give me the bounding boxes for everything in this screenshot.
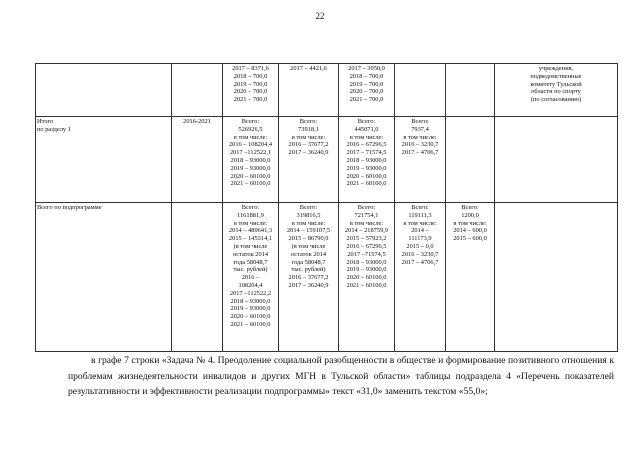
cell-line: Всего:	[299, 204, 318, 211]
cell-line: области по спорту	[531, 88, 581, 96]
amendment-paragraph	[68, 353, 614, 400]
cell-line: 2017 – 8371,6	[232, 65, 269, 72]
table-cell	[36, 117, 172, 203]
cell-line: 2021 – 60100,0	[230, 180, 271, 188]
table-cell	[446, 117, 495, 203]
budget-table	[35, 63, 618, 352]
table-cell	[172, 117, 223, 203]
cell-line: 2016 – 37677,2	[288, 274, 329, 282]
cell-line: 2014 – 489641,3	[228, 227, 273, 235]
cell-line: 2017 – 4421,6	[290, 65, 327, 72]
cell-line: 2014 – 218759,9	[344, 227, 389, 235]
cell-line: 2018 – 700,0	[233, 72, 268, 80]
cell-line: года 58048,7	[291, 258, 326, 266]
cell-line: 2015 – 86790,9	[288, 235, 329, 243]
table-cell	[279, 64, 339, 117]
cell-line: в том числе:	[233, 219, 268, 227]
cell-line: 2016 –	[241, 274, 260, 282]
cell-line: в том числе:	[349, 219, 384, 227]
cell-line: 2017 –112522,2	[229, 289, 272, 297]
cell-line: Всего:	[411, 118, 429, 125]
table-row	[36, 64, 618, 117]
cell-line: 108204,4	[238, 281, 263, 289]
cell-line: 2014 – 600,0	[453, 227, 487, 235]
cell-line: тыс. рублей)	[291, 266, 326, 274]
table-cell	[223, 117, 279, 203]
cell-line: остаток 2014	[232, 250, 269, 258]
cell-line: 2015 – 57923,2	[346, 235, 387, 243]
cell-line: подведомственные	[530, 72, 582, 80]
cell-line: 319816,5	[296, 211, 321, 219]
cell-line: 2015 – 0,0	[406, 242, 434, 250]
page-number: 22	[315, 11, 325, 21]
cell-line: 2017 – 4706,7	[401, 149, 439, 157]
table-cell	[495, 64, 618, 117]
cell-line: 2014 – 159107,5	[286, 227, 331, 235]
cell-line: 73918,1	[298, 125, 319, 133]
table-row	[36, 117, 618, 203]
table-cell	[223, 64, 279, 117]
cell-line: 2015 – 600,0	[453, 235, 487, 243]
cell-line: 2016 – 3230,7	[401, 141, 439, 149]
cell-line: 2017 – 36240,9	[288, 281, 329, 289]
cell-line: 2020 – 60100,0	[230, 313, 271, 321]
cell-line: (по согласованию)	[530, 96, 582, 104]
cell-line: по разделу 1	[37, 125, 71, 133]
cell-line: года 58048,7	[233, 258, 268, 266]
cell-line: 1200,0	[461, 211, 479, 219]
cell-line: 2021 – 60100,0	[346, 180, 387, 188]
cell-line: 2018 – 93000,0	[346, 258, 387, 266]
cell-line: 2018 – 93000,0	[230, 156, 271, 164]
cell-line: 2014 –	[411, 227, 429, 235]
table-cell	[339, 117, 395, 203]
cell-line: 2015 – 145314,1	[228, 235, 273, 243]
cell-line: 2019 – 93000,0	[230, 305, 271, 313]
cell-line: Всего:	[299, 118, 318, 125]
cell-line: в том числе:	[403, 133, 437, 141]
cell-line: 2020 – 60100,0	[230, 172, 271, 180]
cell-line: в том числе:	[291, 219, 326, 227]
cell-line: 2021 – 60100,0	[230, 320, 271, 328]
cell-line: 2018 – 700,0	[349, 72, 384, 80]
cell-line: 2021 – 700,0	[233, 96, 268, 104]
cell-line: 2020 – 60100,0	[346, 274, 387, 282]
table-cell	[495, 117, 618, 203]
table-cell	[339, 203, 395, 352]
cell-line: остаток 2014	[290, 250, 327, 258]
cell-line: 2017 –112522,1	[229, 149, 272, 157]
cell-line: в том числе:	[453, 219, 487, 227]
cell-line: 2016-2021	[183, 118, 211, 125]
table-cell	[279, 117, 339, 203]
cell-line: 2021 – 60100,0	[346, 281, 387, 289]
cell-line: учреждения,	[538, 65, 574, 72]
cell-line: 2017 – 3950,0	[348, 65, 385, 72]
table-cell	[279, 203, 339, 352]
cell-line: 7937,4	[411, 125, 429, 133]
table-cell	[495, 203, 618, 352]
cell-line: 2020 – 700,0	[233, 88, 268, 96]
cell-line: 1161881,9	[237, 211, 264, 219]
table-cell	[172, 203, 223, 352]
cell-line: 2017 –71574,5	[347, 250, 386, 258]
cell-line: тыс. рублей)	[233, 266, 268, 274]
cell-line: Итого	[37, 118, 54, 125]
cell-line: Всего:	[411, 204, 429, 211]
cell-line: 526926,5	[238, 125, 263, 133]
cell-line: 2016 – 3230,7	[401, 250, 439, 258]
cell-line: 2017 – 4706,7	[401, 258, 439, 266]
cell-line: Всего:	[241, 204, 260, 211]
table-cell	[339, 64, 395, 117]
table-row	[36, 203, 618, 352]
paragraph-text: в графе 7 строки «Задача № 4. Преодоление социальной разобщенности в обществе и формирование позитивного отношения к проблемам жизнедеятельности инвалидов и других МГН в Тульской области» таблицы подраздела 4 «Перечень показателей результативности и эффективности реализации подпрограммы» текст «31,0» заменить текстом «55,0»;	[68, 355, 614, 398]
cell-line: Всего по подпрограмме	[37, 204, 102, 211]
cell-line: 2018 – 93000,0	[230, 297, 271, 305]
cell-line: 2017 – 36240,9	[288, 149, 329, 157]
table-cell	[446, 64, 495, 117]
cell-line: 445071,0	[354, 125, 379, 133]
cell-line: 2016 – 108204,4	[228, 141, 273, 149]
cell-line: 2016 – 37677,2	[288, 141, 329, 149]
cell-line: комитету Тульской	[530, 80, 582, 88]
cell-line: 2021 – 700,0	[349, 96, 384, 104]
cell-line: в том числе:	[349, 133, 384, 141]
table-cell	[223, 203, 279, 352]
cell-line: 2019 – 93000,0	[346, 266, 387, 274]
cell-line: 2016 – 67296,5	[346, 242, 387, 250]
cell-line: 721754,1	[354, 211, 379, 219]
cell-line: 2019 – 93000,0	[230, 164, 271, 172]
cell-line: 2016 – 67296,5	[346, 141, 387, 149]
table-cell	[395, 117, 446, 203]
table-cell	[36, 64, 172, 117]
cell-line: в том числе:	[403, 219, 437, 227]
cell-line: (в том числе	[291, 242, 326, 250]
cell-line: Всего:	[241, 118, 260, 125]
cell-line: 2018 – 93000,0	[346, 156, 387, 164]
cell-line: Всего:	[357, 118, 376, 125]
cell-line: в том числе:	[233, 133, 268, 141]
table-cell	[446, 203, 495, 352]
cell-line: (в том числе	[233, 242, 268, 250]
cell-line: 2017 – 71574,5	[346, 149, 387, 157]
table-cell	[36, 203, 172, 352]
table-cell	[395, 203, 446, 352]
table-cell	[172, 64, 223, 117]
table-cell	[395, 64, 446, 117]
cell-line: 2019 – 700,0	[233, 80, 268, 88]
cell-line: 2020 – 60100,0	[346, 172, 387, 180]
cell-line: 2019 – 700,0	[349, 80, 384, 88]
cell-line: 2019 – 93000,0	[346, 164, 387, 172]
cell-line: 119111,3	[408, 211, 432, 219]
cell-line: 111173,9	[408, 235, 432, 243]
cell-line: Всего:	[461, 204, 479, 211]
cell-line: в том числе:	[291, 133, 326, 141]
cell-line: 2020 – 700,0	[349, 88, 384, 96]
cell-line: Всего:	[357, 204, 376, 211]
